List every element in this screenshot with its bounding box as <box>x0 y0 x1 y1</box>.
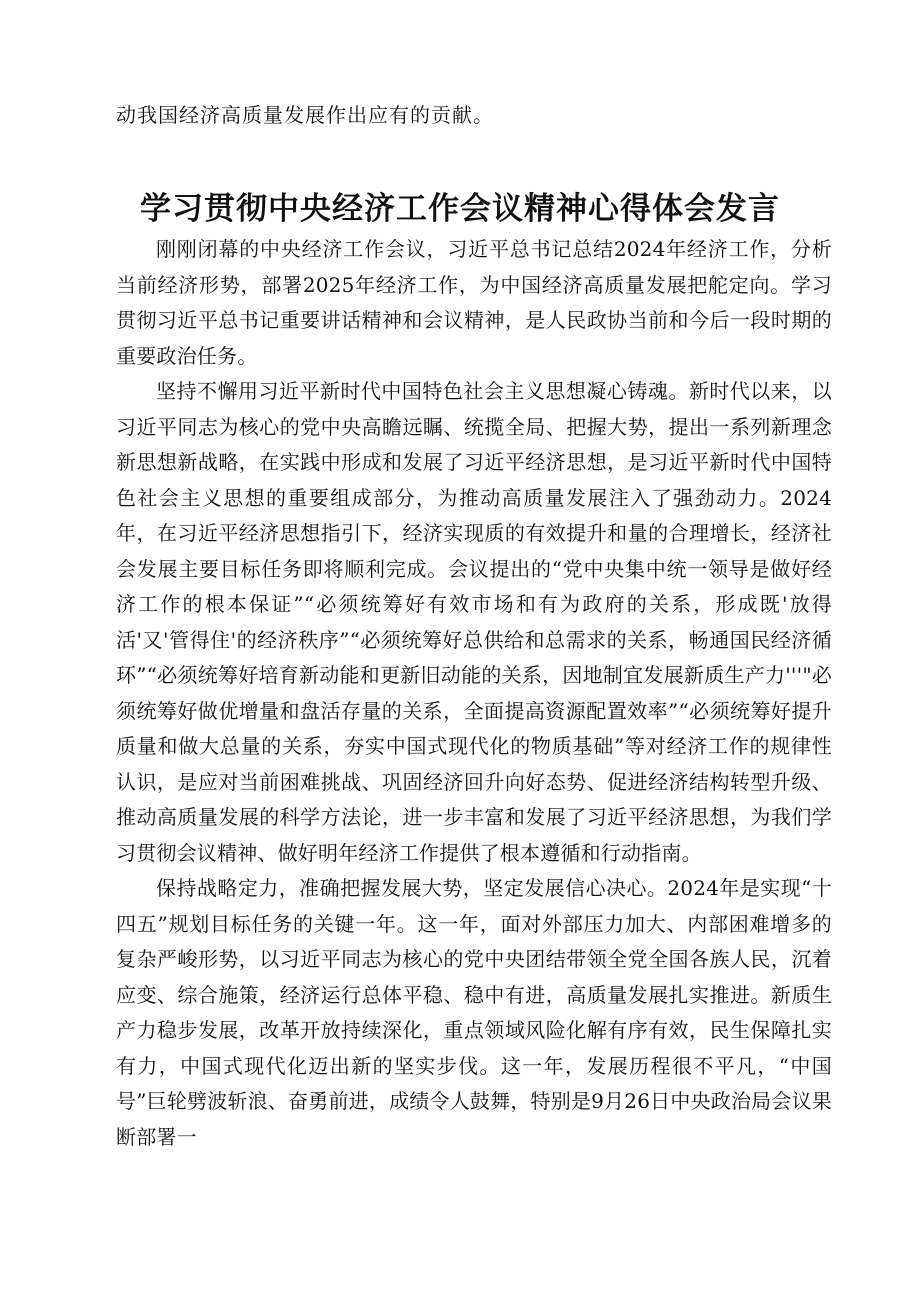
article-body <box>116 232 832 1155</box>
body-paragraph: 坚持不懈用习近平新时代中国特色社会主义思想凝心铸魂。新时代以来，以习近平同志为核心的党中央高瞻远瞩、统揽全局、把握大势，提出一系列新理念新思想新战略，在实践中形成和发展了习近平经济思想，是习近平新时代中国特色社会主义思想的重要组成部分，为推动高质量发展注入了强劲动力。2024年，在习近平经济思想指引下，经济实现质的有效提升和量的合理增长，经济社会发展主要目标任务即将顺利完成。会议提出的“党中央集中统一领导是做好经济工作的根本保证”“必须统筹好有效市场和有为政府的关系，形成既'放得活'又'管得住'的经济秩序”“必须统筹好总供给和总需求的关系，畅通国民经济循环”“必须统筹好培育新动能和更新旧动能的关系，因地制宜发展新质生产力'''"必须统筹好做优增量和盘活存量的关系，全面提高资源配置效率”“必须统筹好提升质量和做大总量的关系，夯实中国式现代化的物质基础”等对经济工作的规律性认识，是应对当前困难挑战、巩固经济回升向好态势、促进经济结构转型升级、推动高质量发展的科学方法论，进一步丰富和发展了习近平经济思想，为我们学习贯彻会议精神、做好明年经济工作提供了根本遵循和行动指南。 <box>116 379 832 865</box>
page-title: 学习贯彻中央经济工作会议精神心得体会发言 <box>140 190 780 227</box>
body-paragraph: 刚刚闭幕的中央经济工作会议，习近平总书记总结2024年经济工作，分析当前经济形势，部署2025年经济工作，为中国经济高质量发展把舵定向。学习贯彻习近平总书记重要讲话精神和会议精神，是人民政协当前和今后一段时期的重要政治任务。 <box>116 237 832 368</box>
continued-text-line: 动我国经济高质量发展作出应有的贡献。 <box>116 103 494 127</box>
body-paragraph: 保持战略定力，准确把握发展大势，坚定发展信心决心。2024年是实现“十四五”规划目标任务的关键一年。这一年，面对外部压力加大、内部困难增多的复杂严峻形势，以习近平同志为核心的党中央团结带领全党全国各族人民，沉着应变、综合施策，经济运行总体平稳、稳中有进，高质量发展扎实推进。新质生产力稳步发展，改革开放持续深化，重点领域风险化解有序有效，民生保障扎实有力，中国式现代化迈出新的坚实步伐。这一年，发展历程很不平凡，“中国号”巨轮劈波斩浪、奋勇前进，成绩令人鼓舞，特别是9月26日中央政治局会议果断部署一 <box>116 876 832 1149</box>
